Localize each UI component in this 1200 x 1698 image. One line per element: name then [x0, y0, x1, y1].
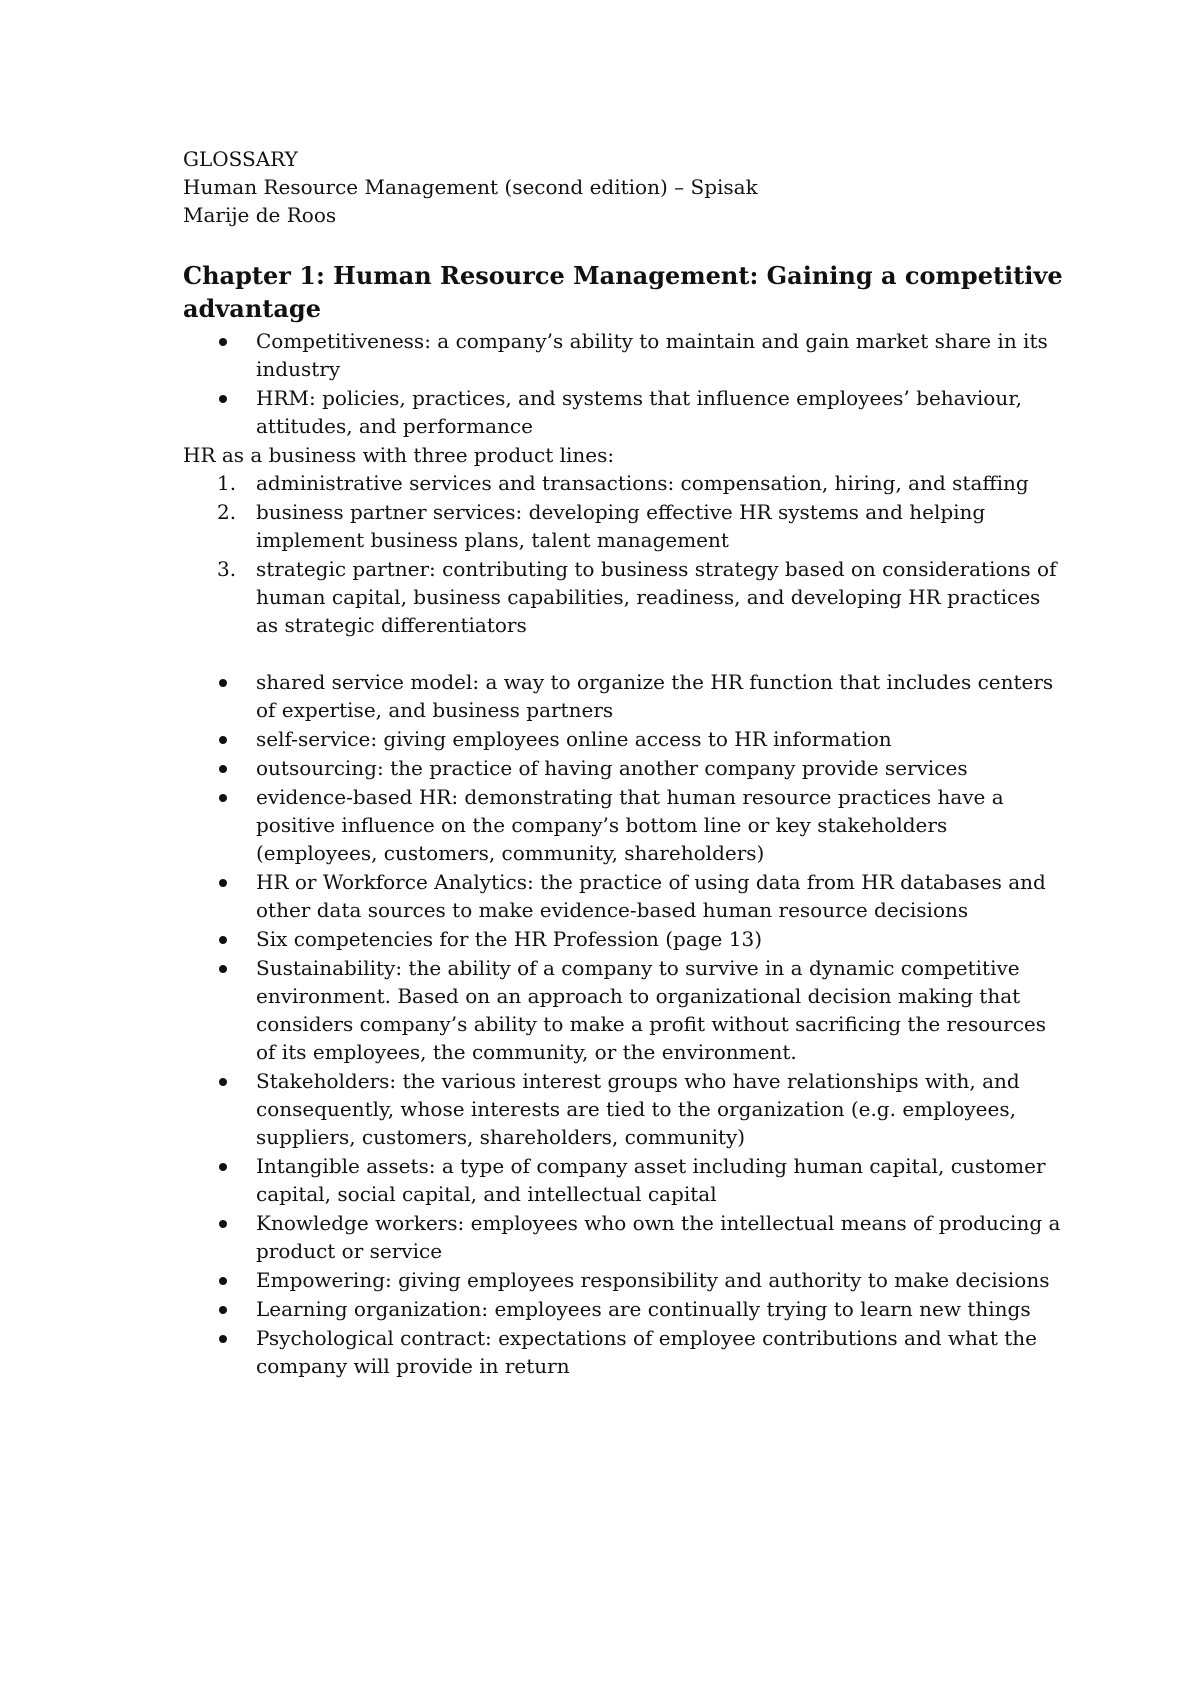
product-lines-intro: HR as a business with three product lines:	[183, 443, 615, 467]
list-item	[183, 1295, 1063, 1323]
list-item	[183, 384, 1063, 440]
author-name: Marije de Roos	[183, 203, 337, 227]
glossary-heading: GLOSSARY	[183, 147, 298, 171]
list-item	[183, 725, 1063, 753]
bullet-icon	[219, 879, 227, 887]
list-item	[183, 925, 1063, 953]
bullet-icon	[219, 765, 227, 773]
list-item	[183, 498, 1063, 554]
list-item-text: Stakeholders: the various interest groups who have relationships with, and consequently, whose interests are tied to the organization (e.g. employees, suppliers, customers, shareholders, community)	[256, 1069, 1020, 1149]
list-item-text: self-service: giving employees online access to HR information	[256, 727, 892, 751]
bullet-icon	[219, 1078, 227, 1086]
list-item-text: HR or Workforce Analytics: the practice of using data from HR databases and other data sources to make evidence-based human resource decisions	[256, 870, 1046, 922]
bullet-icon	[219, 1306, 227, 1314]
bullet-icon	[219, 1163, 227, 1171]
list-item-text: Empowering: giving employees responsibility and authority to make decisions	[256, 1268, 1050, 1292]
list-item-text: Sustainability: the ability of a company to survive in a dynamic competitive environment. Based on an approach to organizational decision making that considers company’s ability to make a profit without sacrificing the resources of its employees, the community, or the environment.	[256, 956, 1046, 1064]
list-item-text: Knowledge workers: employees who own the intellectual means of producing a product or service	[256, 1211, 1061, 1263]
main-bullet-list	[183, 668, 1063, 1380]
spacer	[183, 640, 1063, 668]
list-item	[183, 868, 1063, 924]
list-item-text: Psychological contract: expectations of employee contributions and what the company will provide in return	[256, 1326, 1037, 1378]
list-item	[183, 1152, 1063, 1208]
list-number: 3.	[217, 557, 237, 581]
list-item	[183, 469, 1063, 497]
list-item-text: shared service model: a way to organize the HR function that includes centers of expertise, and business partners	[256, 670, 1054, 722]
list-item-text: Competitiveness: a company’s ability to maintain and gain market share in its industry	[256, 329, 1048, 381]
bullet-icon	[219, 936, 227, 944]
bullet-icon	[219, 965, 227, 973]
list-item	[183, 954, 1063, 1066]
list-item-text: Learning organization: employees are continually trying to learn new things	[256, 1297, 1031, 1321]
bullet-icon	[219, 338, 227, 346]
bullet-icon	[219, 794, 227, 802]
bullet-icon	[219, 1277, 227, 1285]
list-item	[183, 555, 1063, 639]
bullet-icon	[219, 395, 227, 403]
bullet-icon	[219, 1335, 227, 1343]
book-title: Human Resource Management (second edition) – Spisak	[183, 175, 758, 199]
list-item	[183, 1209, 1063, 1265]
list-item-text: evidence-based HR: demonstrating that human resource practices have a positive influence on the company’s bottom line or key stakeholders (employees, customers, community, shareholders)	[256, 785, 1004, 865]
bullet-icon	[219, 736, 227, 744]
list-item-text: strategic partner: contributing to business strategy based on considerations of human capital, business capabilities, readiness, and developing HR practices as strategic differentiators	[256, 557, 1057, 637]
chapter-title: Chapter 1: Human Resource Management: Gaining a competitive advantage	[183, 261, 1063, 323]
document-content	[183, 145, 1063, 1381]
list-item-text: Intangible assets: a type of company asset including human capital, customer capital, social capital, and intellectual capital	[256, 1154, 1046, 1206]
list-item	[183, 783, 1063, 867]
list-item	[183, 1266, 1063, 1294]
bullet-icon	[219, 1220, 227, 1228]
list-item-text: business partner services: developing effective HR systems and helping implement business plans, talent management	[256, 500, 986, 552]
product-lines-list	[183, 469, 1063, 639]
list-item-text: HRM: policies, practices, and systems that influence employees’ behaviour, attitudes, and performance	[256, 386, 1022, 438]
list-item	[183, 1324, 1063, 1380]
list-item	[183, 327, 1063, 383]
list-item-text: administrative services and transactions: compensation, hiring, and staffing	[256, 471, 1029, 495]
list-number: 2.	[217, 500, 237, 524]
list-item-text: Six competencies for the HR Profession (page 13)	[256, 927, 762, 951]
list-number: 1.	[217, 471, 237, 495]
bullet-icon	[219, 679, 227, 687]
list-item	[183, 1067, 1063, 1151]
top-bullet-list	[183, 327, 1063, 440]
list-item	[183, 668, 1063, 724]
list-item	[183, 754, 1063, 782]
list-item-text: outsourcing: the practice of having another company provide services	[256, 756, 968, 780]
